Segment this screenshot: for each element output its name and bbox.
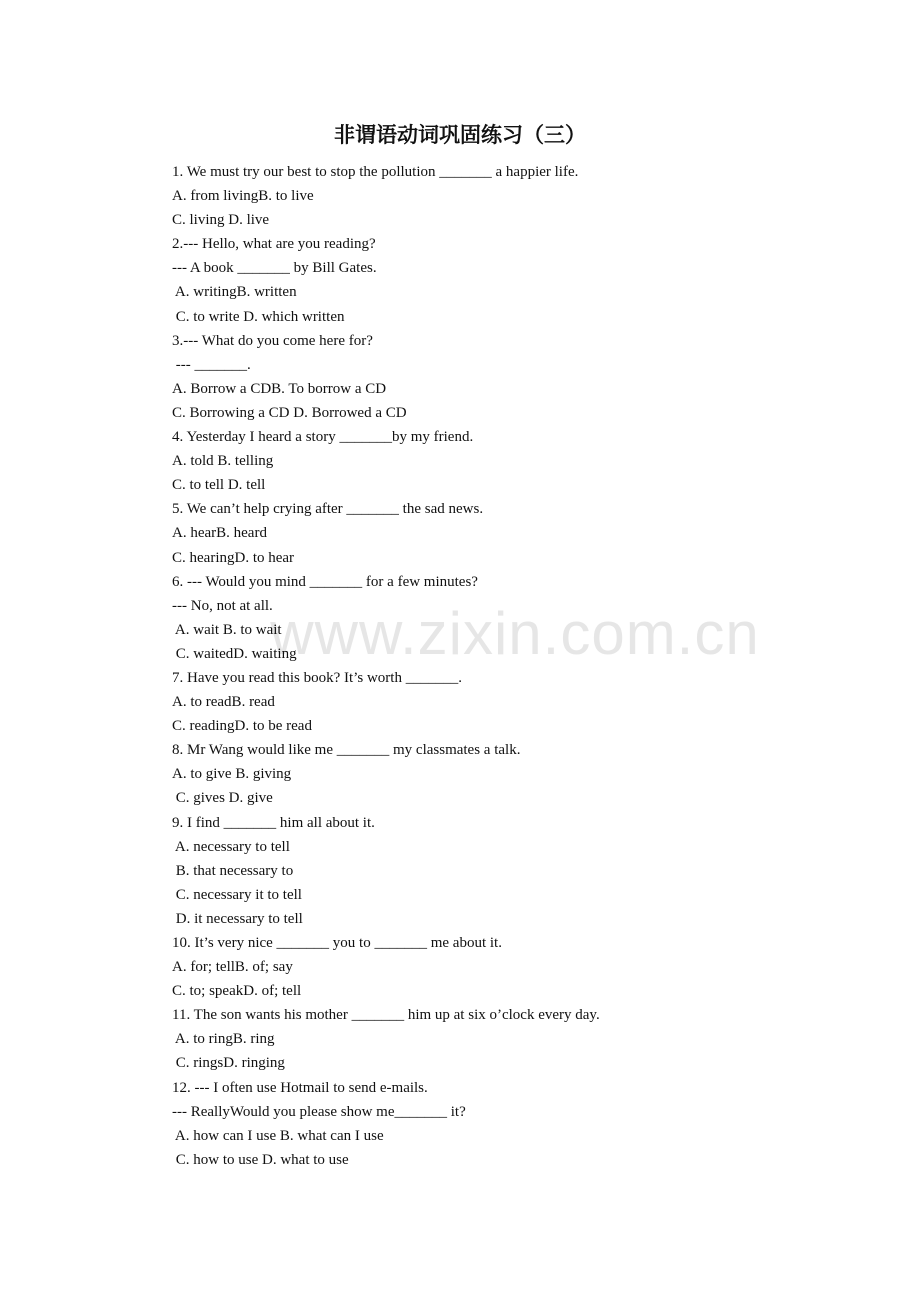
- exercise-body: [172, 160, 872, 1172]
- option-line: C. waitedD. waiting: [172, 645, 297, 662]
- option-line: C. Borrowing a CD D. Borrowed a CD: [172, 404, 407, 421]
- watermark: www.zixin.com.cn: [270, 600, 760, 667]
- option-line: A. hearB. heard: [172, 525, 267, 542]
- question-line: --- _______.: [172, 356, 251, 373]
- option-line: C. readingD. to be read: [172, 718, 312, 735]
- option-line: A. to readB. read: [172, 694, 275, 711]
- option-line: C. gives D. give: [172, 790, 273, 807]
- option-line: A. wait B. to wait: [172, 621, 282, 638]
- question-line: 10. It’s very nice _______ you to _______ me about it.: [172, 935, 502, 951]
- option-line: A. told B. telling: [172, 453, 274, 470]
- question-line: --- No, not at all.: [172, 597, 273, 614]
- question-line: 3.--- What do you come here for?: [172, 332, 373, 349]
- option-line: D. it necessary to tell: [172, 910, 303, 927]
- question-line: 11. The son wants his mother _______ him up at six o’clock every day.: [172, 1007, 600, 1024]
- question-line: --- ReallyWould you please show me_______ it?: [172, 1103, 466, 1120]
- question-line: 2.--- Hello, what are you reading?: [172, 236, 376, 253]
- option-line: C. to write D. which written: [172, 308, 345, 325]
- question-line: 8. Mr Wang would like me _______ my classmates a talk.: [172, 742, 521, 759]
- question-line: 9. I find _______ him all about it.: [172, 814, 375, 831]
- question-line: 4. Yesterday I heard a story _______by my friend.: [172, 429, 474, 446]
- option-line: A. necessary to tell: [172, 838, 290, 855]
- question-line: 5. We can’t help crying after _______ the sad news.: [172, 501, 484, 518]
- option-line: C. to; speakD. of; tell: [172, 983, 302, 1000]
- option-line: C. necessary it to tell: [172, 886, 302, 903]
- option-line: A. to give B. giving: [172, 766, 292, 783]
- option-line: C. how to use D. what to use: [172, 1151, 349, 1168]
- option-line: A. for; tellB. of; say: [172, 959, 293, 976]
- option-line: C. living D. live: [172, 212, 270, 229]
- option-line: A. how can I use B. what can I use: [172, 1127, 384, 1144]
- option-line: A. to ringB. ring: [172, 1031, 275, 1048]
- option-line: A. Borrow a CDB. To borrow a CD: [172, 380, 387, 397]
- option-line: A. from livingB. to live: [172, 188, 314, 205]
- page-title: 非谓语动词巩固练习（三）: [334, 123, 586, 147]
- question-line: 7. Have you read this book? It’s worth _______.: [172, 669, 462, 686]
- question-line: 1. We must try our best to stop the pollution _______ a happier life.: [172, 164, 579, 180]
- question-line: 6. --- Would you mind _______ for a few minutes?: [172, 573, 478, 590]
- option-line: C. hearingD. to hear: [172, 549, 295, 566]
- question-line: 12. --- I often use Hotmail to send e-mails.: [172, 1079, 428, 1096]
- option-line: A. writingB. written: [172, 284, 297, 301]
- option-line: C. ringsD. ringing: [172, 1055, 285, 1072]
- question-line: --- A book _______ by Bill Gates.: [172, 260, 377, 277]
- option-line: B. that necessary to: [172, 862, 294, 879]
- option-line: C. to tell D. tell: [172, 477, 266, 494]
